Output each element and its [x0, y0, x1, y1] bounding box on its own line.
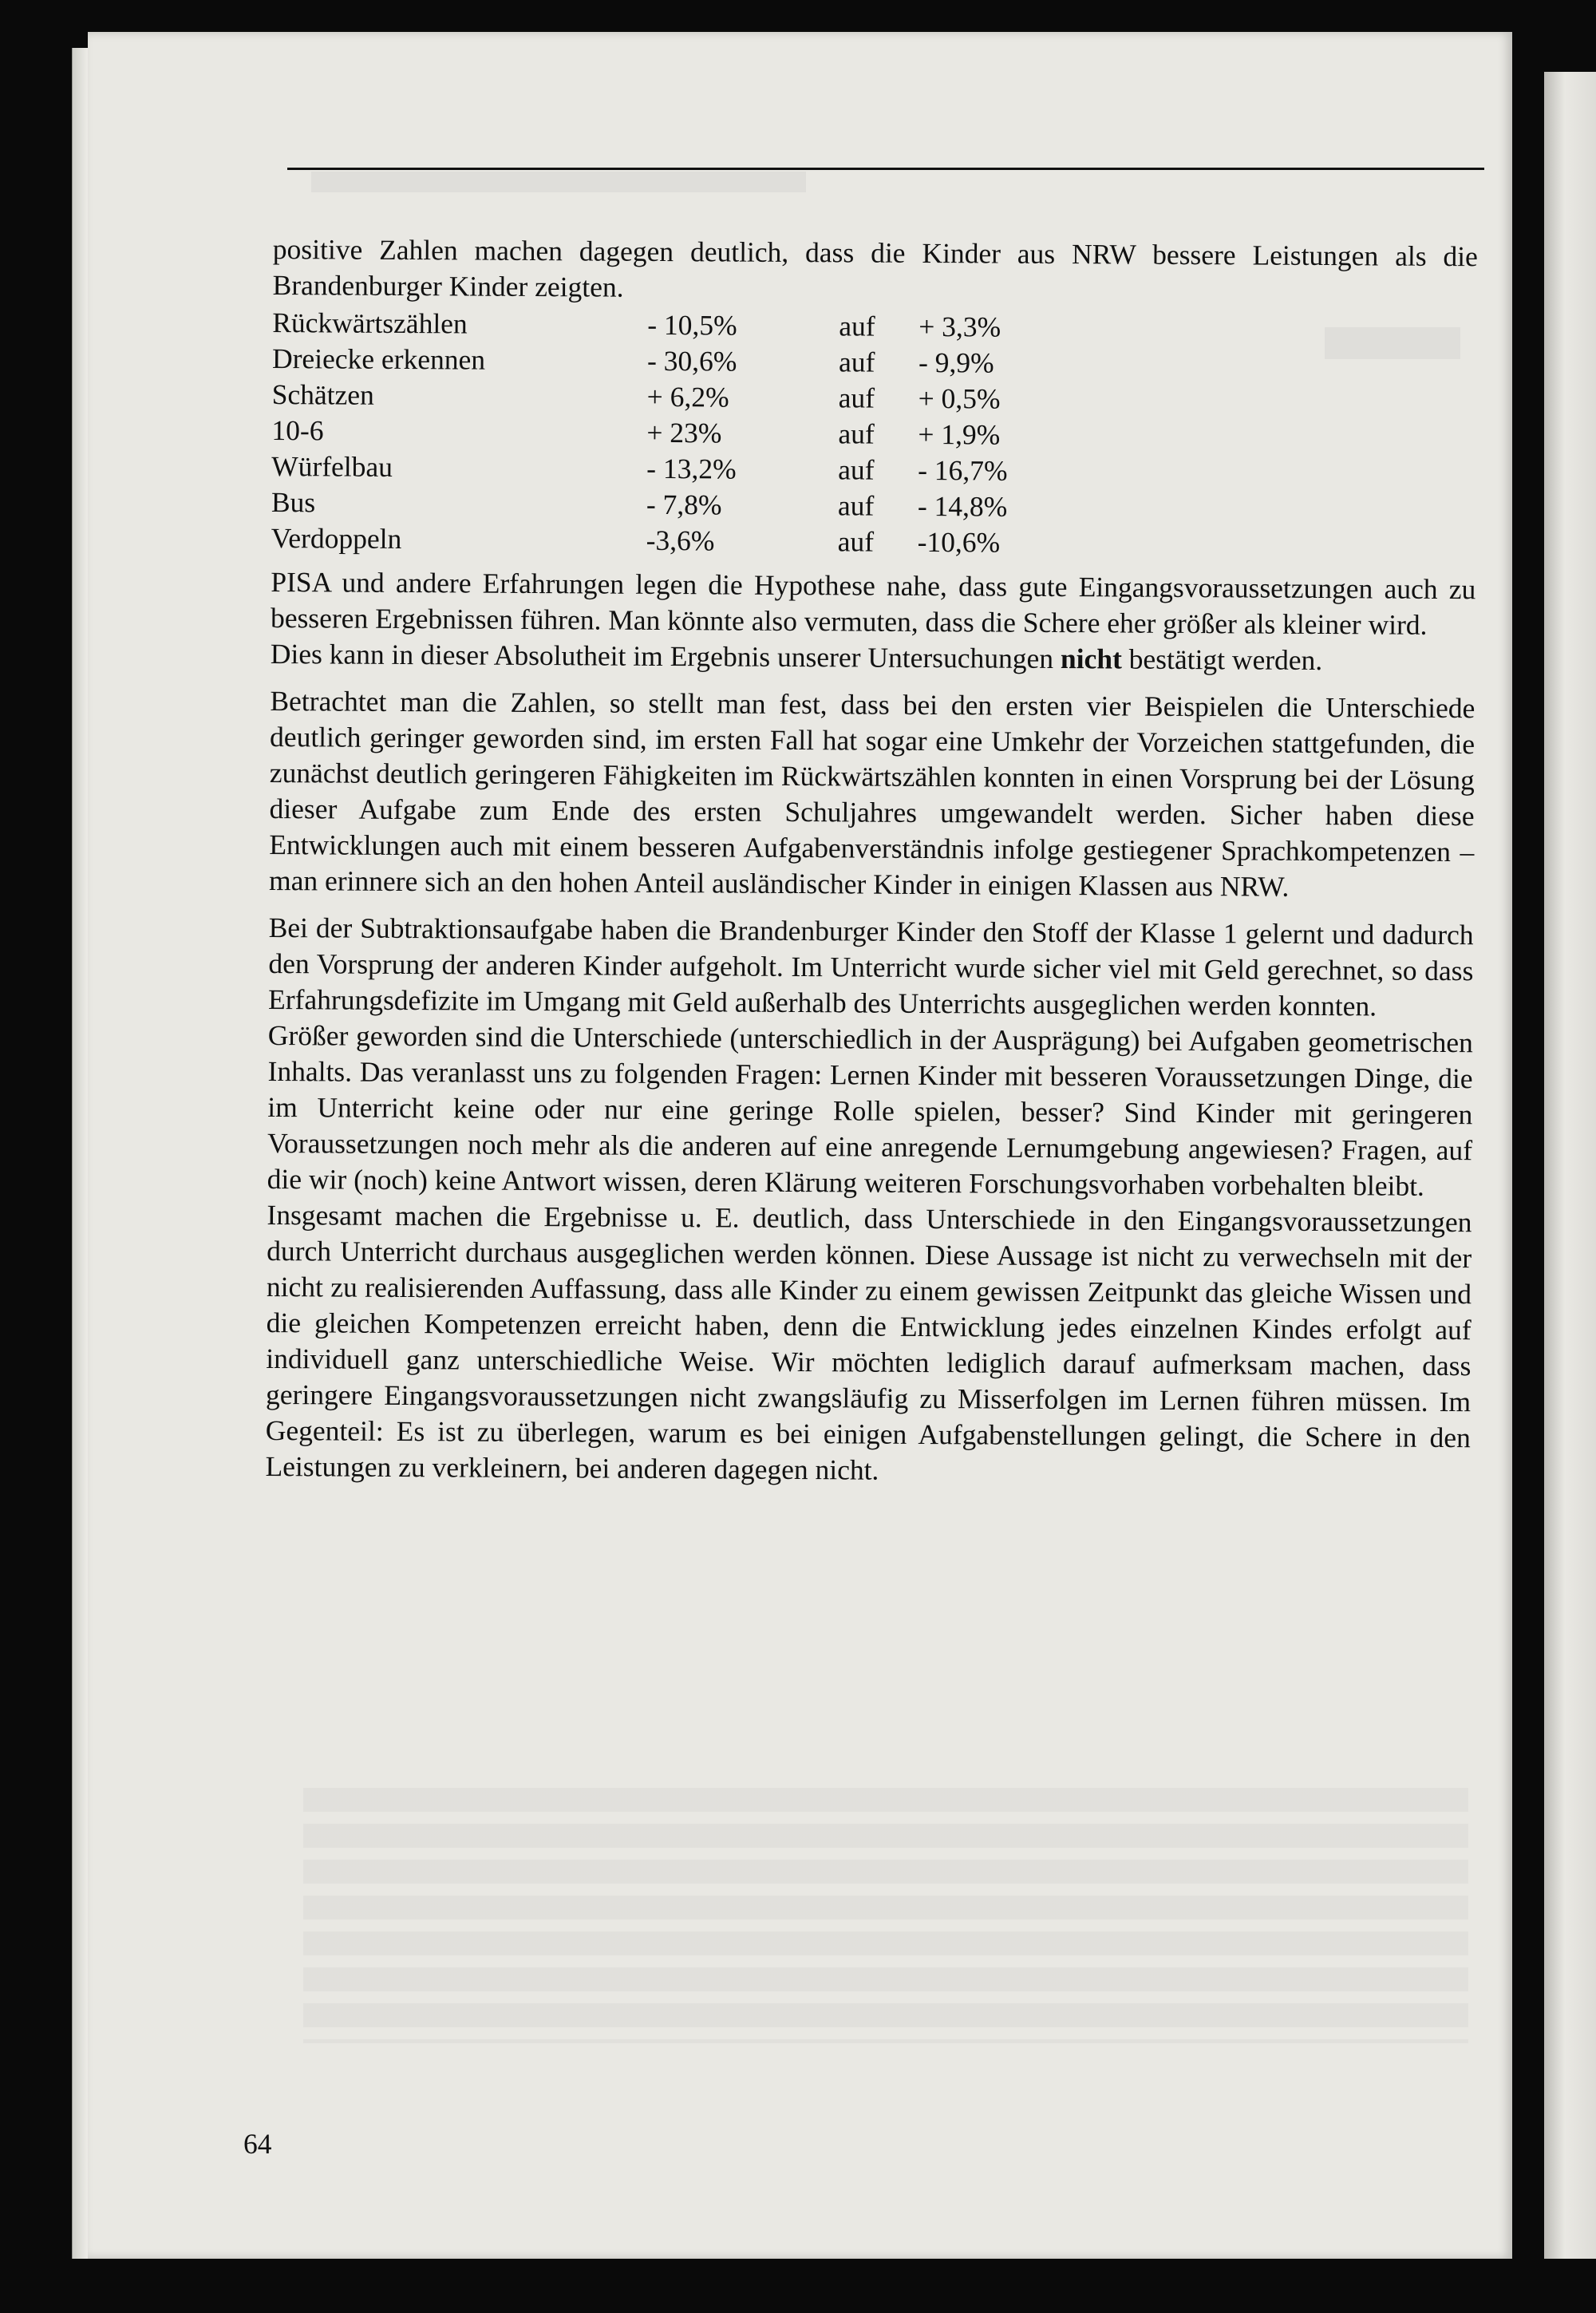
paragraph-intro: positive Zahlen machen dagegen deutlich, dass die Kinder aus NRW bessere Leistungen als die Brandenburger Kinder zeigten.	[272, 232, 1478, 303]
row-value-before: - 10,5%	[647, 308, 737, 342]
row-connector: auf	[837, 525, 875, 558]
row-value-after: + 3,3%	[918, 310, 1001, 343]
paragraph-betrachtet: Betrachtet man die Zahlen, so stellt man fest, dass bei den ersten vier Beispielen die Unterschiede deutlich geringer geworden sind, im ersten Fall hat sogar eine Umkehr der Vorzeichen stattgefunden, die zunächst deutlich geringeren Fähigkeiten im Rückwärtszählen konnten in einen Vorsprung bei der Lösung dieser Aufgabe zum Ende des ersten Schuljahres umgewandelt werden. Sicher haben diese Entwicklungen auch mit einem besseren Aufgabenverständnis infolge gestiegener Sprachkompetenzen – man erinnere sich an den hohen Anteil ausländischer Kinder in einigen Klassen aus NRW.	[268, 684, 1476, 903]
row-value-after: -10,6%	[917, 525, 1001, 559]
page-number: 64	[243, 2128, 272, 2160]
row-connector: auf	[838, 417, 875, 450]
row-connector: auf	[837, 489, 875, 522]
row-value-before: - 7,8%	[646, 488, 722, 521]
table-row	[272, 341, 1094, 382]
row-value-after: + 0,5%	[918, 382, 1001, 415]
paragraph-absolute	[271, 636, 1476, 679]
row-label: Rückwärtszählen	[272, 306, 468, 340]
row-label: Schätzen	[271, 378, 375, 411]
row-label: Dreiecke erkennen	[271, 342, 486, 376]
page-content	[265, 231, 1478, 1492]
table-row	[272, 377, 1094, 417]
paragraph-insgesamt: Insgesamt machen die Ergebnisse u. E. deutlich, dass Unterschiede in den Eingangsvoraussetzungen durch Unterricht durchaus ausgeglichen werden können. Diese Aussage ist nicht zu verwechseln mit der nicht zu realisierenden Auffassung, dass alle Kinder zu einem gewissen Zeitpunkt das gleiche Wissen und die gleichen Kompetenzen erreicht haben, denn die Entwicklung jedes einzelnen Kindes erfolgt auf individuell ganz unterschiedliche Weise. Wir möchten lediglich darauf aufmerksam machen, dass geringere Eingangsvoraussetzungen nicht zwangsläufig zu Misserfolgen im Lernen führen müssen. Im Gegenteil: Es ist zu überlegen, warum es bei einigen Aufgabenstellungen gelingt, die Schere in den Leistungen zu verkleinern, bei anderen dagegen nicht.	[265, 1198, 1472, 1486]
absolute-text-end: bestätigt werden.	[1121, 642, 1323, 677]
row-value-before: -3,6%	[646, 524, 715, 557]
row-connector: auf	[839, 310, 875, 342]
paragraph-subtraktion: Bei der Subtraktionsaufgabe haben die Brandenburger Kinder den Stoff der Klasse 1 gelernt und dadurch den Vorsprung der anderen Kinder aufgeholt. Im Unterricht wurde sicher viel mit Geld gerechnet, so dass Erfahrungsdefizite im Umgang mit Geld außerhalb des Unterrichts ausgeglichen werden konnten.	[268, 911, 1474, 1022]
row-value-before: - 30,6%	[646, 344, 737, 378]
absolute-text-bold: nicht	[1060, 642, 1122, 675]
table-row	[271, 520, 1093, 561]
paragraph-groesser: Größer geworden sind die Unterschiede (unterschiedlich in der Ausprägung) bei Aufgaben geometrischen Inhalts. Das veranlasst uns zu folgenden Fragen: Lernen Kinder mit besseren Voraussetzungen Dinge, die im Unterricht keine oder nur eine geringe Rolle spielen, besser? Sind Kinder mit geringeren Voraussetzungen noch mehr als die anderen auf eine anregende Lernumgebung angewiesen? Fragen, auf die wir (noch) keine Antwort wissen, deren Klärung weiteren Forschungsvorhaben vorbehalten bleibt.	[267, 1018, 1473, 1202]
row-label: Würfelbau	[271, 449, 393, 483]
row-value-before: + 6,2%	[646, 380, 729, 413]
table-row	[271, 484, 1093, 525]
results-table	[271, 305, 1095, 561]
header-rule	[287, 168, 1484, 170]
row-connector: auf	[838, 382, 875, 414]
table-row	[271, 413, 1093, 453]
facing-page-edge	[1544, 72, 1596, 2259]
table-row	[272, 305, 1094, 346]
row-value-after: + 1,9%	[918, 417, 1001, 451]
row-connector: auf	[838, 453, 875, 486]
row-value-before: - 13,2%	[646, 452, 737, 485]
row-label: Bus	[271, 485, 316, 519]
row-label: 10-6	[271, 413, 324, 447]
row-label: Verdoppeln	[271, 521, 402, 555]
row-connector: auf	[838, 346, 875, 378]
row-value-before: + 23%	[646, 416, 722, 449]
absolute-text-start: Dies kann in dieser Absolutheit im Ergebnis unserer Untersuchungen	[270, 637, 1061, 675]
table-row	[271, 449, 1093, 489]
row-value-after: - 16,7%	[918, 453, 1008, 487]
row-value-after: - 9,9%	[918, 346, 994, 379]
row-value-after: - 14,8%	[917, 489, 1008, 523]
paragraph-pisa: PISA und andere Erfahrungen legen die Hypothese nahe, dass gute Eingangsvoraussetzungen auch zu besseren Ergebnissen führen. Man könnte also vermuten, dass die Schere eher größer als kleiner wird.	[270, 565, 1476, 641]
